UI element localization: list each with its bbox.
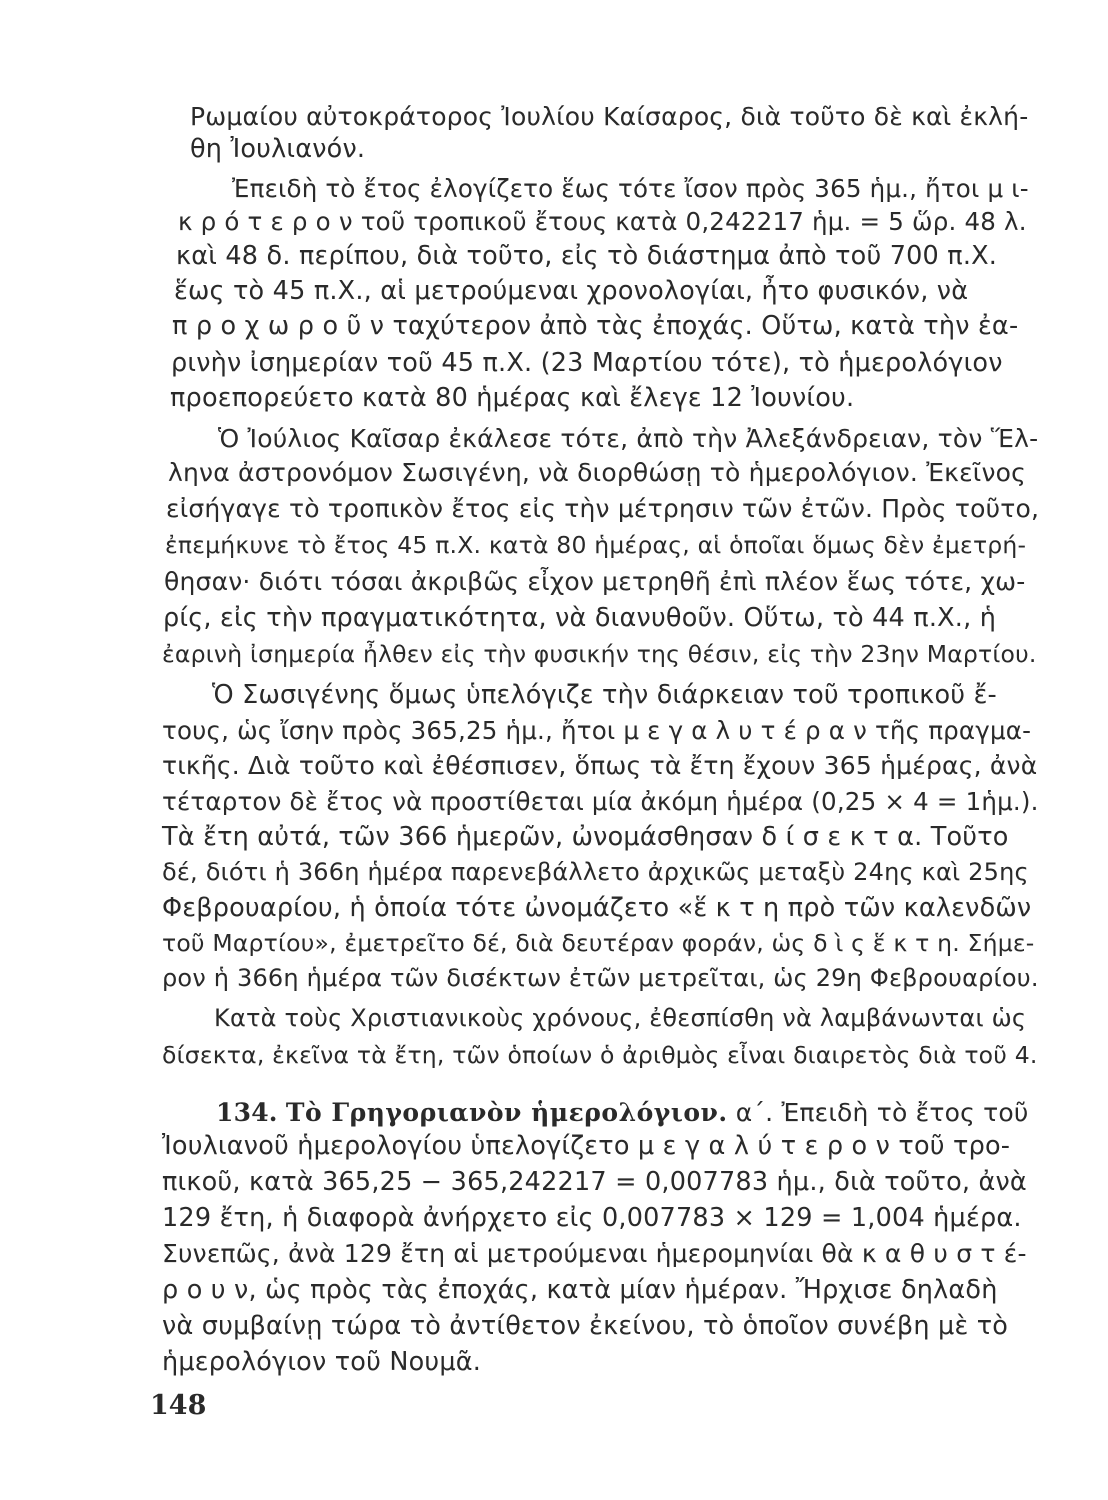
text-line: Ἐπειδὴ τὸ ἔτος ἐλογίζετο ἕως τότε ἴσον πρὸς 365 ἡμ., ἤτοι μ ι- bbox=[232, 174, 1029, 203]
text-line: Τὰ ἔτη αὐτά, τῶν 366 ἡμερῶν, ὠνομάσθησαν δ ί σ ε κ τ α. Τοῦτο bbox=[162, 822, 1009, 852]
text-line: π ρ ο χ ω ρ ο ῦ ν ταχύτερον ἀπὸ τὰς ἐποχάς. Οὕτω, κατὰ τὴν ἐα- bbox=[172, 311, 1019, 341]
text-line: τικῆς. Διὰ τοῦτο καὶ ἐθέσπισεν, ὅπως τὰ ἔτη ἔχουν 365 ἡμέρας, ἀνὰ bbox=[162, 751, 1038, 780]
text-line: Ὁ Ἰούλιος Καῖσαρ ἐκάλεσε τότε, ἀπὸ τὴν Ἀλεξάνδρειαν, τὸν Ἕλ- bbox=[218, 424, 1039, 453]
text-line: Κατὰ τοὺς Χριστιανικοὺς χρόνους, ἐθεσπίσθη νὰ λαμβάνωνται ὡς bbox=[214, 1004, 1027, 1032]
text-line: δέ, διότι ἡ 366η ἡμέρα παρενεβάλλετο ἀρχικῶς μεταξὺ 24ης καὶ 25ης bbox=[162, 858, 1029, 886]
text-line: κ ρ ό τ ε ρ ο ν τοῦ τροπικοῦ ἔτους κατὰ 0,242217 ἡμ. = 5 ὥρ. 48 λ. bbox=[178, 207, 1027, 236]
text-line: προεπορεύετο κατὰ 80 ἡμέρας καὶ ἔλεγε 12 Ἰουνίου. bbox=[170, 383, 855, 413]
text-line: ἡμερολόγιον τοῦ Νουμᾶ. bbox=[162, 1347, 482, 1377]
text-line: τοῦ Μαρτίου», ἐμετρεῖτο δέ, διὰ δευτέραν φοράν, ὡς δ ὶ ς ἕ κ τ η. Σήμε- bbox=[162, 929, 1035, 957]
text-line: Ὁ Σωσιγένης ὅμως ὑπελόγιζε τὴν διάρκειαν τοῦ τροπικοῦ ἔ- bbox=[212, 680, 997, 710]
text-line: ἐπεμήκυνε τὸ ἔτος 45 π.Χ. κατὰ 80 ἡμέρας, αἱ ὁποῖαι ὅμως δὲν ἐμετρή- bbox=[165, 531, 1027, 559]
text-line: Ἰουλιανοῦ ἡμερολογίου ὑπελογίζετο μ ε γ α λ ύ τ ε ρ ο ν τοῦ τρο- bbox=[162, 1131, 1011, 1161]
text-line: θησαν· διότι τόσαι ἀκριβῶς εἶχον μετρηθῆ ἐπὶ πλέον ἕως τότε, χω- bbox=[164, 567, 1026, 596]
text-line: νὰ συμβαίνῃ τώρα τὸ ἀντίθετον ἐκείνου, τὸ ὁποῖον συνέβη μὲ τὸ bbox=[162, 1311, 1009, 1341]
text-line: Ρωμαίου αὐτοκράτορος Ἰουλίου Καίσαρος, διὰ τοῦτο δὲ καὶ ἐκλή- bbox=[190, 102, 1029, 131]
section-title: Τὸ Γρηγοριανὸν ἡμερολόγιον. bbox=[285, 1098, 728, 1127]
text-line: δίσεκτα, ἐκεῖνα τὰ ἔτη, τῶν ὁποίων ὁ ἀριθμὸς εἶναι διαιρετὸς διὰ τοῦ 4. bbox=[162, 1041, 1038, 1069]
text-line: Φεβρουαρίου, ἡ ὁποία τότε ὠνομάζετο «ἕ κ τ η πρὸ τῶν καλενδῶν bbox=[162, 893, 1032, 923]
text-line: ἐαρινὴ ἰσημερία ἦλθεν εἰς τὴν φυσικήν της θέσιν, εἰς τὴν 23ην Μαρτίου. bbox=[162, 640, 1037, 668]
section-first-line-text: α΄. Ἐπειδὴ τὸ ἔτος τοῦ bbox=[735, 1098, 1029, 1127]
text-line: ληνα ἀστρονόμον Σωσιγένη, νὰ διορθώσῃ τὸ ἡμερολόγιον. Ἐκεῖνος bbox=[168, 458, 1027, 487]
section-heading-line bbox=[216, 1098, 1029, 1128]
text-line: 129 ἔτη, ἡ διαφορὰ ἀνήρχετο εἰς 0,007783 × 129 = 1,004 ἡμέρα. bbox=[162, 1203, 1022, 1233]
page-number: 148 bbox=[150, 1390, 207, 1421]
text-line: ρον ἡ 366η ἡμέρα τῶν δισέκτων ἐτῶν μετρεῖται, ὡς 29η Φεβρουαρίου. bbox=[162, 964, 1039, 992]
text-line: καὶ 48 δ. περίπου, διὰ τοῦτο, εἰς τὸ διάστημα ἀπὸ τοῦ 700 π.Χ. bbox=[176, 241, 998, 271]
text-line: τους, ὡς ἴσην πρὸς 365,25 ἡμ., ἤτοι μ ε γ α λ υ τ έ ρ α ν τῆς πραγμα- bbox=[162, 716, 1032, 745]
text-line: ρίς, εἰς τὴν πραγματικότητα, νὰ διανυθοῦν. Οὕτω, τὸ 44 π.Χ., ἡ bbox=[163, 603, 997, 633]
text-line: τέταρτον δὲ ἔτος νὰ προστίθεται μία ἀκόμη ἡμέρα (0,25 × 4 = 1ἡμ.). bbox=[162, 787, 1039, 816]
text-line: Συνεπῶς, ἀνὰ 129 ἔτη αἱ μετρούμεναι ἡμερομηνίαι θὰ κ α θ υ σ τ έ- bbox=[162, 1239, 1027, 1268]
text-line: πικοῦ, κατὰ 365,25 − 365,242217 = 0,007783 ἡμ., διὰ τοῦτο, ἀνὰ bbox=[162, 1167, 1027, 1197]
text-line: εἰσήγαγε τὸ τροπικὸν ἔτος εἰς τὴν μέτρησιν τῶν ἐτῶν. Πρὸς τοῦτο, bbox=[166, 494, 1040, 523]
section-number: 134. bbox=[216, 1098, 278, 1127]
text-line: ρινὴν ἰσημερίαν τοῦ 45 π.Χ. (23 Μαρτίου τότε), τὸ ἡμερολόγιον bbox=[171, 348, 1003, 378]
text-line: θη Ἰουλιανόν. bbox=[190, 134, 366, 164]
text-line: ρ ο υ ν, ὡς πρὸς τὰς ἐποχάς, κατὰ μίαν ἡμέραν. Ἤρχισε δηλαδὴ bbox=[162, 1275, 998, 1305]
text-line: ἕως τὸ 45 π.Χ., αἱ μετρούμεναι χρονολογίαι, ἦτο φυσικόν, νὰ bbox=[174, 276, 969, 306]
